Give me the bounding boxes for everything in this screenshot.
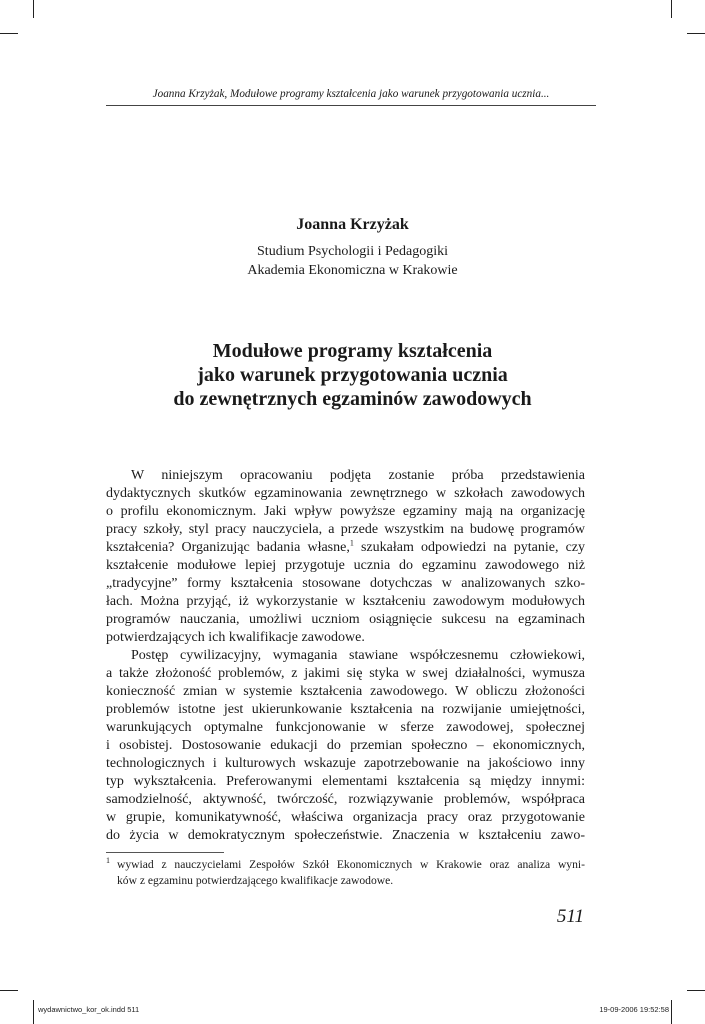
footnote-rule <box>106 852 224 853</box>
title-line-1: Modułowe programy kształcenia <box>212 340 493 362</box>
running-header: Joanna Krzyżak, Modułowe programy kształcenia jako warunek przygotowania ucznia... <box>152 88 550 100</box>
body-line: „tradycyjne” formy kształcenia stosowane dotychczas w analizowanych szko- <box>106 576 585 591</box>
body-line: i osobistej. Dostosowanie edukacji do przemian społeczno – ekonomicznych, <box>106 738 585 753</box>
body-line: a także złożoność problemów, z jakimi się styka w swej działalności, wymusza <box>106 666 585 681</box>
body-line: problemów istotne jest ukierunkowanie kształcenia na rozwijanie umiejętności, <box>106 702 585 717</box>
crop-mark-bottom-right-horizontal <box>687 990 705 991</box>
slug-filename: wydawnictwo_kor_ok.indd 511 <box>38 1005 140 1014</box>
body-line: typ wykształcenia. Preferowanymi elementami kształcenia są między innymi: <box>106 774 585 789</box>
body-line: programów nauczania, umożliwi uczniom osiągnięcie sukcesu na egzaminach <box>106 612 585 627</box>
body-line: do życia w demokratycznym społeczeństwie. Znaczenia w kształceniu zawo- <box>106 828 585 843</box>
title-line-3: do zewnętrznych egzaminów zawodowych <box>173 388 532 410</box>
crop-mark-bottom-left-horizontal <box>0 990 18 991</box>
body-line: łach. Można przyjąć, iż wykorzystanie w kształceniu zawodowym modułowych <box>106 594 585 609</box>
title-line-2: jako warunek przygotowania ucznia <box>197 364 508 386</box>
body-line: potwierdzających ich kwalifikacje zawodowe. <box>106 630 365 645</box>
footnote-mark: 1 <box>106 856 110 865</box>
body-line: w grupie, komunikatywność, właściwa organizacja pracy oraz przygotowanie <box>106 810 585 825</box>
body-line: Postęp cywilizacyjny, wymagania stawiane współczesnemu człowiekowi, <box>131 648 585 663</box>
page-number: 511 <box>556 906 584 927</box>
crop-mark-top-right-vertical <box>671 0 672 18</box>
body-line: pracy szkoły, styl pracy nauczyciela, a przede wszystkim na budowę programów <box>106 522 585 537</box>
crop-mark-top-left-horizontal <box>0 33 18 34</box>
header-rule <box>106 105 596 106</box>
body-text-segment: kształcenia? Organizując badania własne, <box>106 540 350 555</box>
body-line: samodzielność, aktywność, twórczość, rozwiązywanie problemów, współpraca <box>106 792 585 807</box>
footnote-line-1: wywiad z nauczycielami Zespołów Szkół Ekonomicznych w Krakowie oraz analiza wyni- <box>117 858 585 871</box>
body-line: kształcenie modułowe lepiej przygotuje ucznia do egzaminu zawodowego niż <box>106 558 585 573</box>
body-line: dydaktycznych skutków egzaminowania zewnętrznego w szkołach zawodowych <box>106 486 585 501</box>
crop-mark-bottom-right-vertical <box>671 1000 672 1024</box>
body-text-segment: szukałam odpowiedzi na pytanie, czy <box>353 540 585 555</box>
crop-mark-bottom-left-vertical <box>33 1000 34 1024</box>
body-line: warunkujących optymalne funkcjonowanie w sferze zawodowej, społecznej <box>106 720 585 735</box>
body-line: W niniejszym opracowaniu podjęta zostanie próba przedstawienia <box>131 468 585 483</box>
crop-mark-top-left-vertical <box>33 0 34 18</box>
affiliation-department: Studium Psychologii i Pedagogiki <box>257 244 448 259</box>
author-name: Joanna Krzyżak <box>296 216 409 233</box>
footnote-line-2: ków z egzaminu potwierdzającego kwalifikacje zawodowe. <box>117 874 394 887</box>
body-line: konieczność zmian w systemie kształcenia zawodowego. W obliczu złożoności <box>106 684 585 699</box>
body-line: o profilu ekonomicznym. Jaki wpływ powyższe egzaminy mają na organizację <box>106 504 585 519</box>
footnote-reference: 1 <box>349 538 354 548</box>
affiliation-institution: Akademia Ekonomiczna w Krakowie <box>247 263 458 278</box>
body-line <box>106 540 585 556</box>
slug-datetime: 19-09-2006 19:52:58 <box>599 1005 669 1014</box>
crop-mark-top-right-horizontal <box>687 33 705 34</box>
body-line: technologicznych i kulturowych wskazuje zapotrzebowanie na jakościowo inny <box>106 756 585 771</box>
